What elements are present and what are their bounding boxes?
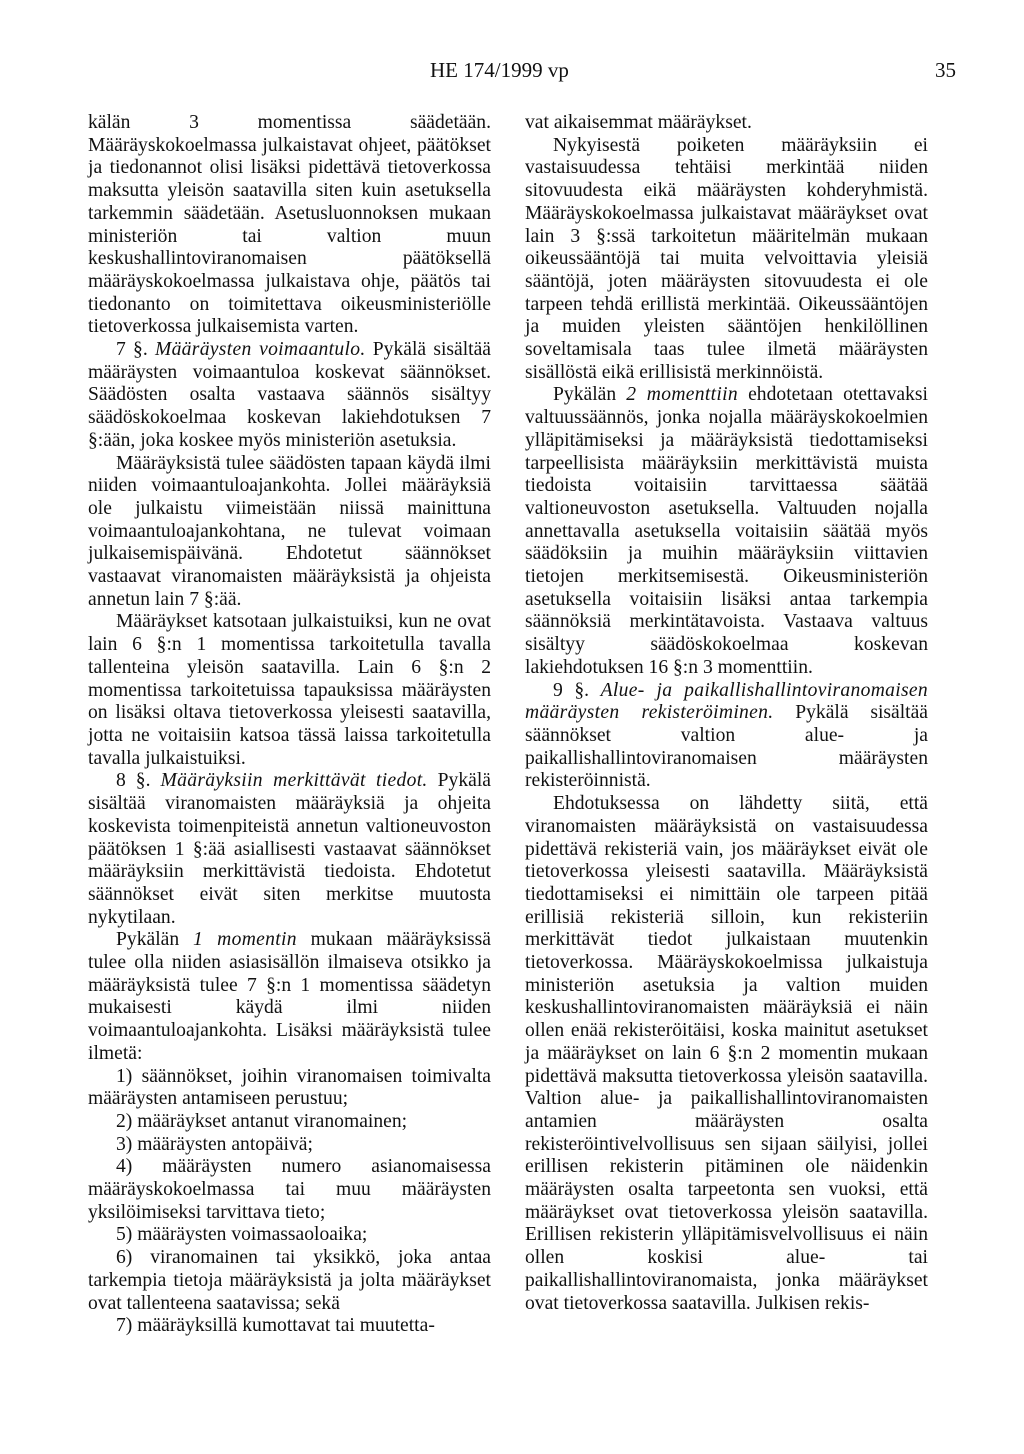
- list-item: 4) määräysten numero asianomaisessa määräyskokoelmassa tai muu määräysten yksilöimiseksi tarvittava tieto;: [88, 1156, 491, 1223]
- text-run: Pykälän: [116, 929, 193, 951]
- section-text: Pykälä sisältää säännökset valtion alue- ja paikallishallintoviranomaisen määräysten rekisteröinnistä.: [525, 702, 928, 792]
- document-identifier: HE 174/1999 vp: [430, 58, 569, 82]
- page-number: 35: [935, 58, 956, 82]
- section-text: Pykälä sisältää viranomaisten määräyksiä ja ohjeita koskevista toimenpiteistä annetun valtioneuvoston päätöksen 1 §:ää asiallisesti vastaavat säännökset määräyksiin merkittävistä tiedoista. Ehdotetut säännökset eivät siten merkitse muutosta nykytilaan.: [88, 770, 491, 928]
- section-number: 9 §.: [553, 679, 601, 701]
- section-7-paragraph: [88, 339, 491, 453]
- section-9-paragraph: [525, 680, 928, 794]
- list-item: 3) määräysten antopäivä;: [116, 1133, 313, 1155]
- paragraph: Ehdotuksessa on lähdetty siitä, että viranomaisten määräyksistä on vastaisuudessa pidettävä rekisteriä vain, jos määräykset eivät ole tietoverkossa yleisesti saatavilla. Määräyksistä tiedottamiseksi ei nimittäin ole tarpeen pitää erillisiä rekisteriä silloin, kun rekisteriin merkittävät tiedot julkaistaan muutenkin tietoverkossa. Määräyskokoelmissa julkaistuja ministeriön asetuksia ja valtion muiden keskushallintoviranomaisten määräyksiä ei näin ollen enää rekisteröitäisi, koska mainitut asetukset ja määräykset on lain 6 §:n 2 momentin mukaan pidettävä maksutta tietoverkossa yleisön saatavilla. Valtion alue- ja paikallishallintoviranomaisten antamien määräysten osalta rekisteröintivelvollisuus sen sijaan säilyisi, jollei erillisen rekisterin pitäminen ole näidenkin määräysten osalta tarpeetonta sen vuoksi, että määräykset ovat tietoverkossa yleisön saatavilla. Erillisen rekisterin ylläpitämisvelvollisuus ei näin ollen koskisi alue- tai paikallishallintoviranomaista, jonka määräykset ovat tietoverkossa saatavilla. Julkisen rekis-: [525, 793, 928, 1314]
- list-item: 5) määräysten voimassaoloaika;: [116, 1224, 368, 1246]
- list-item: 2) määräykset antanut viranomainen;: [116, 1110, 408, 1132]
- text-run: ehdotetaan otettavaksi valtuussäännös, jonka nojalla määräyskokoelmien ylläpitämiseksi ja määräyksistä tiedottamiseksi tarpeellisista määräyksiin merkittävistä muista tiedoista voitaisiin tarvittaessa säätää valtioneuvoston asetuksella. Valtuuden nojalla annettavalla asetuksella voitaisiin säätää myös säädöksiin ja muihin määräyksiin viittavien tietojen merkitsemisestä. Oikeusministeriön asetuksella voitaisiin lisäksi antaa tarkempia säännöksiä merkintätavoista. Vastaava valtuus sisältyy säädöskokoelmaa koskevan lakiehdotuksen 16 §:n 3 momenttiin.: [525, 384, 928, 678]
- text-run: mukaan määräyksissä tulee olla niiden asiasisällön ilmaiseva otsikko ja määräyksistä tulee 7 §:n 1 momentissa säädetyn mukaisesti käydä ilmi niiden voimaantuloajankohta. Lisäksi määräyksistä tulee ilmetä:: [88, 929, 491, 1064]
- section-heading: Määräysten voimaantulo.: [154, 339, 366, 361]
- section-8-paragraph: [88, 770, 491, 929]
- left-column: [88, 112, 491, 1338]
- emphasis: 1 momentin: [192, 929, 297, 951]
- paragraph: vat aikaisemmat määräykset.: [525, 112, 752, 133]
- list-item: 7) määräyksillä kumottavat tai muutetta-: [116, 1315, 435, 1337]
- emphasis: 2 momenttiin: [626, 384, 738, 406]
- paragraph: [525, 384, 928, 679]
- list-item: 6) viranomainen tai yksikkö, joka antaa tarkempia tietoja määräyksistä ja jolta määräykset ovat tallenteena saatavissa; sekä: [88, 1247, 491, 1314]
- page-header: [0, 58, 1024, 88]
- paragraph: Määräykset katsotaan julkaistuiksi, kun ne ovat lain 6 §:n 1 momentissa tarkoitetulla tavalla tallenteina yleisön saatavilla. Lain 6 §:n 2 momentissa tarkoitetuissa tapauksissa määräysten on lisäksi oltava tietoverkossa yleisesti saatavilla, jotta ne voitaisiin katsoa tässä laissa tarkoitetulla tavalla julkaistuiksi.: [88, 611, 491, 769]
- section-heading: Määräyksiin merkittävät tiedot.: [160, 770, 428, 792]
- paragraph: kälän 3 momentissa säädetään. Määräyskokoelmassa julkaistavat ohjeet, päätökset ja tiedonannot olisi lisäksi pidettävä tietoverkossa maksutta yleisön saatavilla siten kuin asetuksella tarkemmin säädetään. Asetusluonnoksen mukaan ministeriön tai valtion muun keskushallintoviranomaisen päätöksellä määräyskokoelmassa julkaistava ohje, päätös tai tiedonanto on toimitettava oikeusministeriölle tietoverkossa julkaisemista varten.: [88, 112, 491, 338]
- section-number: 7 §.: [116, 339, 155, 361]
- paragraph: Määräyksistä tulee säädösten tapaan käydä ilmi niiden voimaantuloajankohta. Jollei määräyksiä ole julkaistu viimeistään niissä mainittuna voimaantuloajankohtana, ne tulevat voimaan julkaisemispäivänä. Ehdotetut säännökset vastaavat viranomaisten määräyksistä ja ohjeista annetun lain 7 §:ää.: [88, 452, 491, 610]
- paragraph: [88, 929, 491, 1065]
- text-run: Pykälän: [553, 384, 627, 406]
- list-item: 1) säännökset, joihin viranomaisen toimivalta määräysten antamiseen perustuu;: [88, 1065, 491, 1110]
- section-heading: Alue- ja paikallishallintoviranomaisen määräysten rekisteröiminen.: [525, 679, 928, 724]
- paragraph: Nykyisestä poiketen määräyksiin ei vastaisuudessa tehtäisi merkintää niiden sitovuudesta eikä määräysten kohderyhmistä. Määräyskokoelmassa julkaistavat määräykset ovat lain 3 §:ssä tarkoitetun määritelmän mukaan oikeussääntöjä tai muita velvoittavia yleisiä sääntöjä, joten määräysten sitovuudesta ei ole tarpeen tehdä erillistä merkintää. Oikeussääntöjen ja muiden yleisten sääntöjen henkilöllinen soveltamisala taas tulee ilmetä määräysten sisällöstä eikä erillisistä merkinnöistä.: [525, 134, 928, 383]
- section-number: 8 §.: [116, 770, 161, 792]
- section-text: Pykälä sisältää määräysten voimaantuloa koskevat säännökset. Säädösten osalta vastaava säännös sisältyy säädöskokoelmaa koskevan lakiehdotuksen 7 §:ään, joka koskee myös ministeriön asetuksia.: [88, 339, 491, 451]
- right-column: [525, 112, 928, 1315]
